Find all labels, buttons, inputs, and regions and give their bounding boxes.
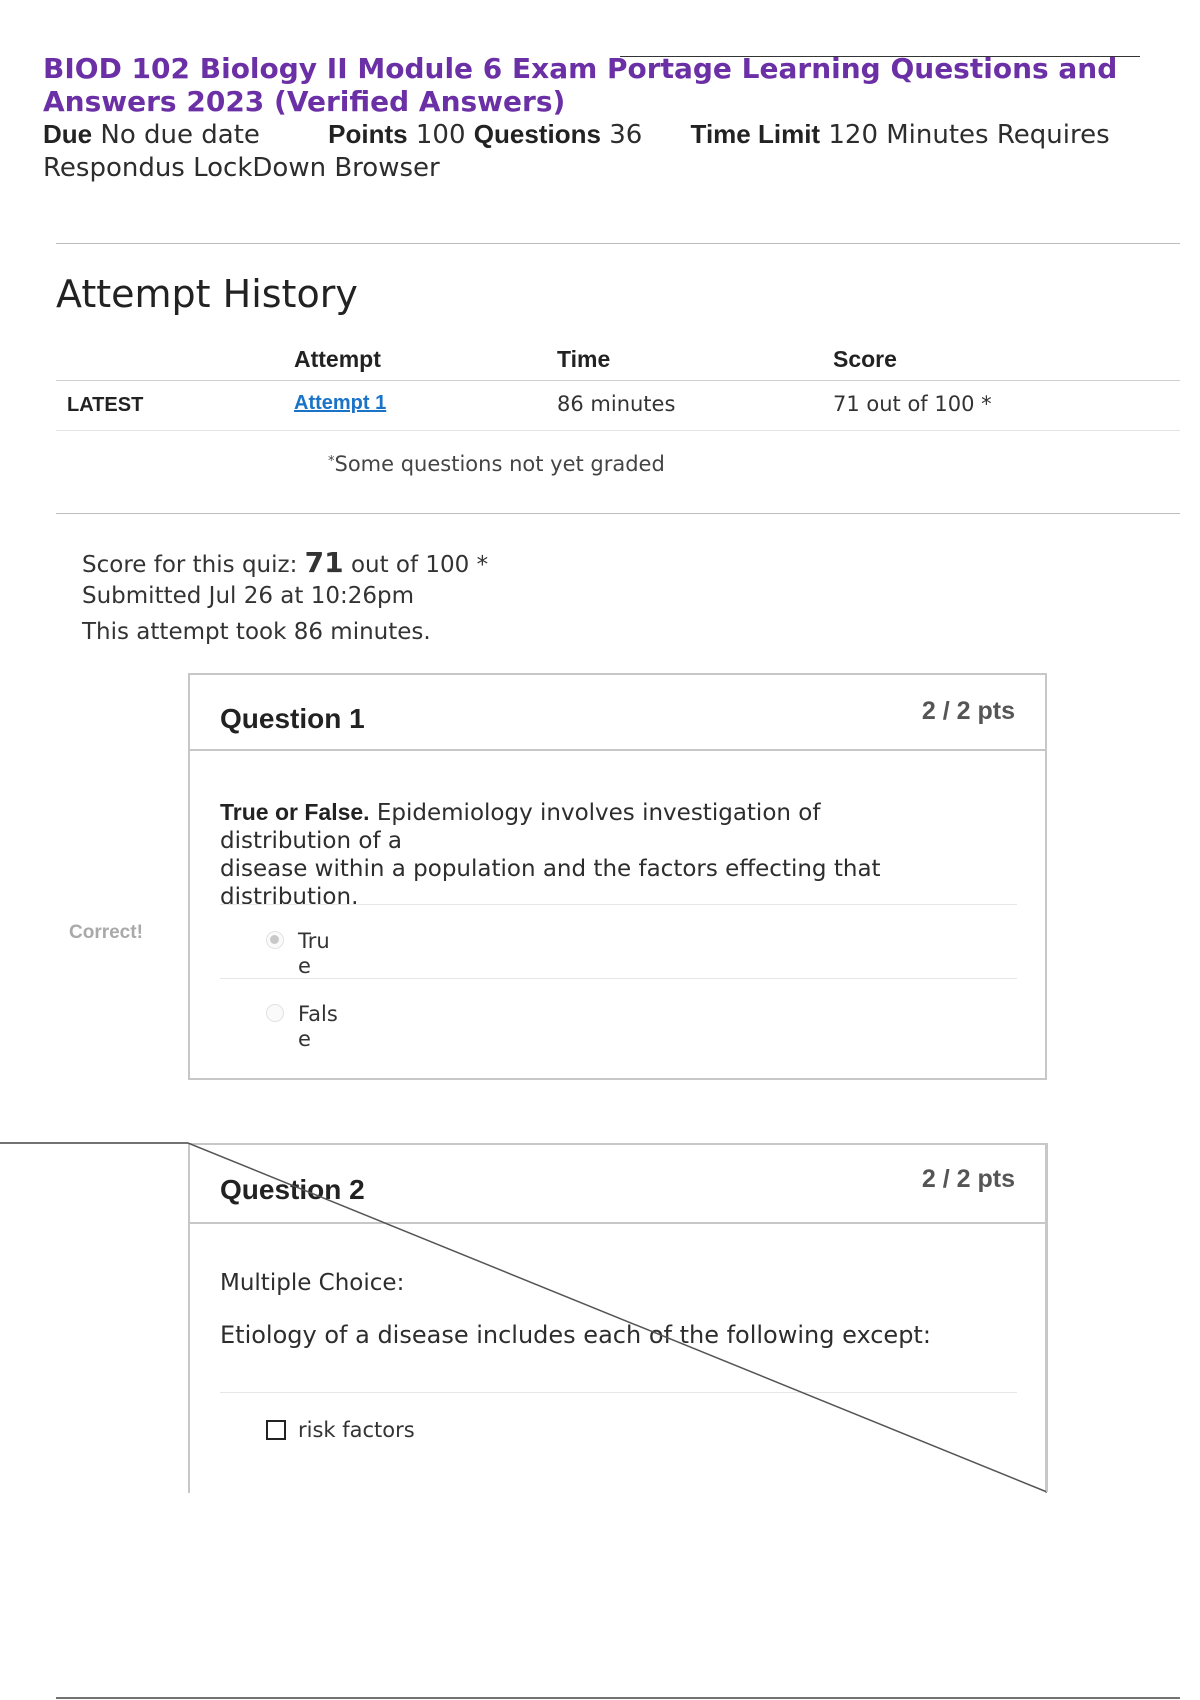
option-false-label: False: [298, 1002, 338, 1051]
latest-tag: LATEST: [67, 394, 144, 416]
points-label: Points: [328, 119, 408, 149]
option-true-label: True: [298, 929, 330, 978]
column-header-attempt: Attempt: [294, 346, 381, 372]
column-header-time: Time: [557, 346, 611, 372]
due-label: Due: [43, 119, 93, 149]
question-body-continued: disease within a population and the factors effecting that distribution.: [220, 856, 881, 910]
score-prefix: Score for this quiz:: [82, 552, 298, 578]
score-value: 71: [304, 546, 344, 579]
question-points: 2 / 2 pts: [921, 697, 1015, 725]
questions-value: 36: [609, 120, 643, 150]
artifact-diagonal: [188, 1143, 1047, 1492]
question-points: 2 / 2 pts: [921, 1165, 1015, 1193]
document-title: BIOD 102 Biology II Module 6 Exam Portage Learning Questions and Answers 2023 (Verified Answers): [43, 52, 1118, 118]
score-suffix: out of 100 *: [350, 552, 489, 578]
question-title: Question 2: [220, 1174, 365, 1205]
attempt-score: 71 out of 100 *: [833, 392, 992, 416]
question-body: Epidemiology involves investigation of distribution of a: [220, 800, 821, 854]
question-title: Question 1: [220, 703, 365, 734]
submitted-date: Submitted Jul 26 at 10:26pm: [82, 583, 415, 609]
question-text: Etiology of a disease includes each of the following except:: [220, 1321, 931, 1349]
points-value: 100: [415, 120, 466, 150]
attempt-history-title: Attempt History: [56, 272, 358, 316]
note-text: Some questions not yet graded: [334, 452, 665, 476]
due-value: No due date: [100, 120, 260, 150]
attempt-duration: This attempt took 86 minutes.: [82, 619, 431, 645]
note-asterisk: *: [328, 454, 335, 469]
question-lead: True or False.: [220, 799, 370, 825]
option-label: risk factors: [298, 1418, 415, 1442]
correct-indicator: Correct!: [69, 922, 143, 943]
column-header-score: Score: [833, 346, 897, 372]
attempt-link[interactable]: Attempt 1: [294, 392, 387, 414]
questions-label: Questions: [473, 119, 601, 149]
time-limit-value: 120 Minutes Requires Respondus LockDown Browser: [43, 120, 1110, 183]
attempt-time: 86 minutes: [557, 392, 676, 416]
question-lead: Multiple Choice:: [220, 1270, 405, 1296]
time-limit-label: Time Limit: [690, 119, 821, 149]
